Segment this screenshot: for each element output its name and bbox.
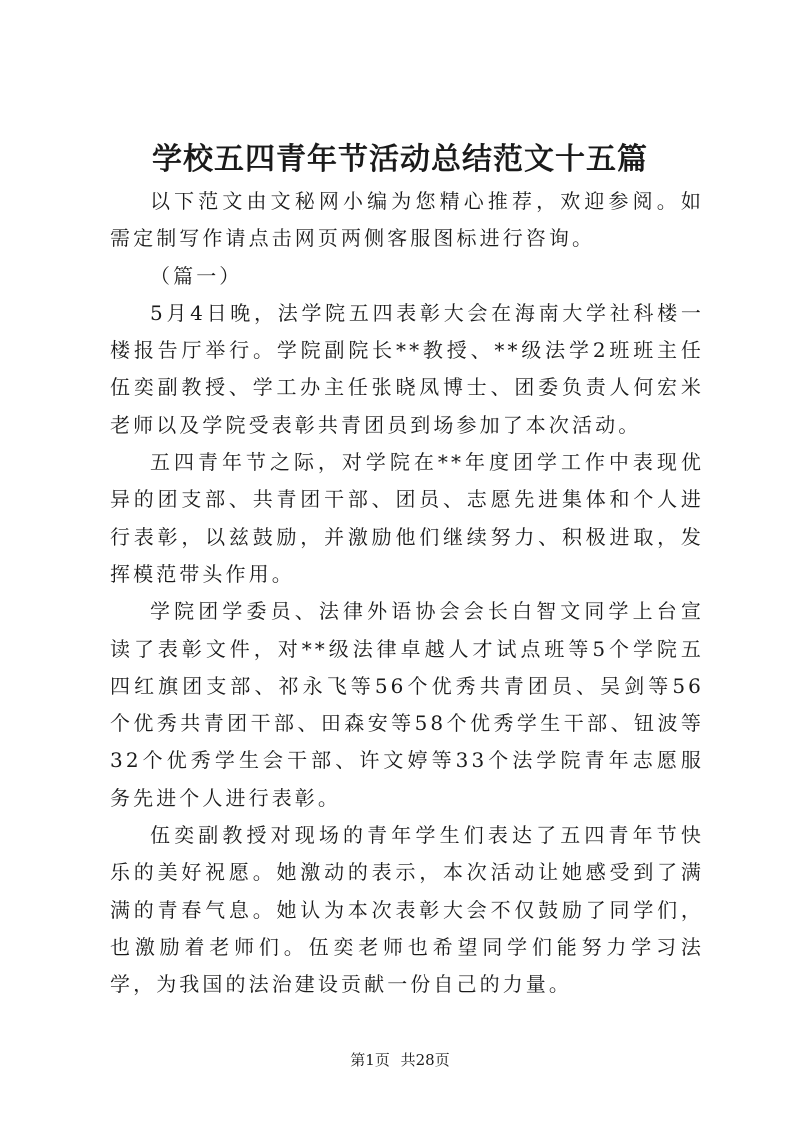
- paragraph-purpose: 五四青年节之际，对学院在**年度团学工作中表现优异的团支部、共青团干部、团员、志愿先进集体和个人进行表彰，以兹鼓励，并激励他们继续努力、积极进取，发挥模范带头作用。: [110, 450, 704, 586]
- paragraph-speech: 伍奕副教授对现场的青年学生们表达了五四青年节快乐的美好祝愿。她激动的表示，本次活动让她感受到了满满的青春气息。她认为本次表彰大会不仅鼓励了同学们，也激励着老师们。伍奕老师也希望同学们能努力学习法学，为我国的法治建设贡献一份自己的力量。: [110, 823, 704, 997]
- paragraph-section-heading: （篇一）: [150, 263, 243, 288]
- paragraph-intro: 以下范文由文秘网小编为您精心推荐，欢迎参阅。如需定制写作请点击网页两侧客服图标进行咨询。: [110, 189, 704, 251]
- paragraph-event: 5月4日晚，法学院五四表彰大会在海南大学社科楼一楼报告厅举行。学院副院长**教授、**级法学2班班主任伍奕副教授、学工办主任张晓凤博士、团委负责人何宏米老师以及学院受表彰共青团员到场参加了本次活动。: [110, 300, 704, 437]
- document-body: [110, 183, 704, 1004]
- page-number: 第1页: [350, 1051, 390, 1069]
- page-footer: [0, 1050, 800, 1070]
- page-total: 共28页: [400, 1051, 450, 1069]
- paragraph-awards: 学院团学委员、法律外语协会会长白智文同学上台宣读了表彰文件，对**级法律卓越人才试点班等5个学院五四红旗团支部、祁永飞等56个优秀共青团员、吴剑等56个优秀共青团干部、田森安等58个优秀学生干部、钮波等32个优秀学生会干部、许文婷等33个法学院青年志愿服务先进个人进行表彰。: [110, 599, 704, 810]
- document-title: 学校五四青年节活动总结范文十五篇: [152, 142, 648, 177]
